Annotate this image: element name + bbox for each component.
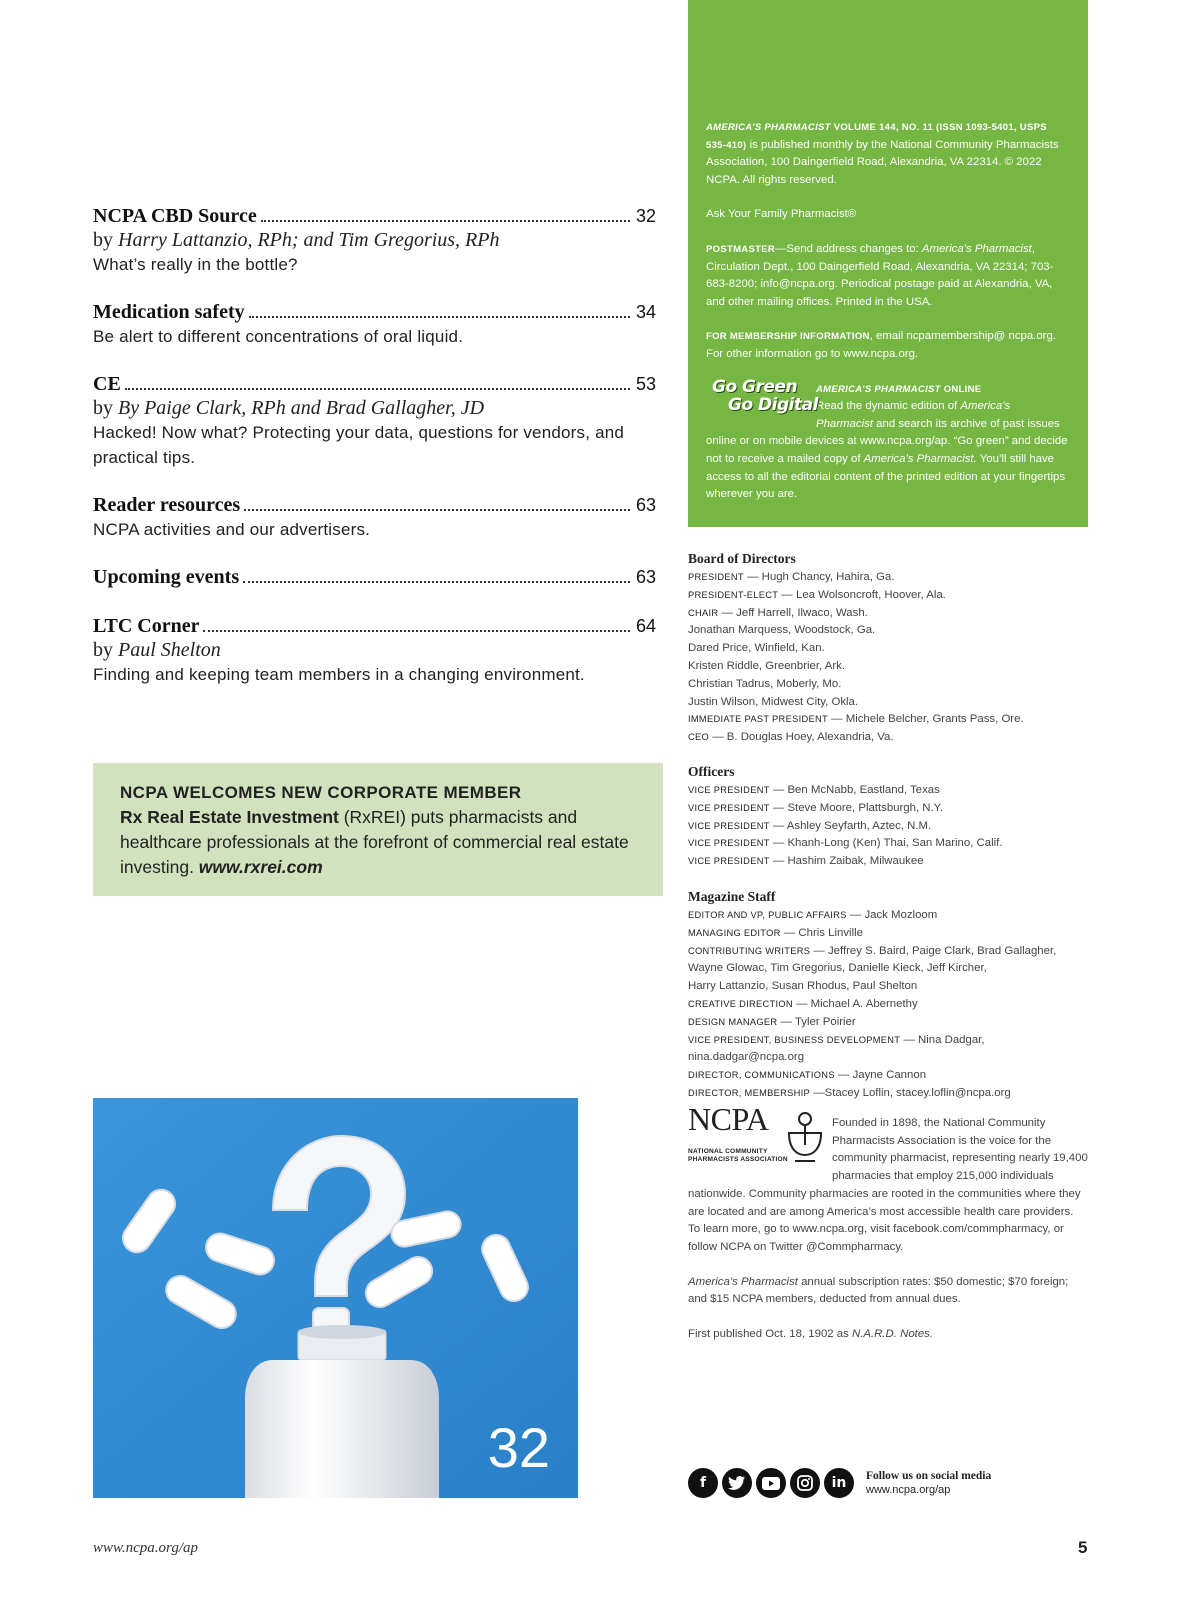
toc-author: Harry Lattanzio, RPh; and Tim Gregorius, RPh bbox=[118, 229, 500, 251]
member-name: Dared Price, Winfield, Kan. bbox=[688, 642, 825, 655]
first-published-pub: N.A.R.D. Notes. bbox=[852, 1328, 934, 1341]
facebook-icon[interactable]: f bbox=[688, 1468, 718, 1498]
staff-member bbox=[688, 907, 1098, 925]
online-title: AMERICA’S PHARMACIST bbox=[816, 383, 941, 395]
member-role: DIRECTOR, MEMBERSHIP bbox=[688, 1087, 811, 1098]
ncpa-logo-sub: PHARMACISTS ASSOCIATION bbox=[688, 1156, 788, 1163]
member-name: Jonathan Marquess, Woodstock, Ga. bbox=[688, 624, 876, 637]
section-heading: Officers bbox=[688, 764, 735, 779]
member-role: VICE PRESIDENT bbox=[688, 856, 770, 867]
member-name: Steve Moore, Plattsburgh, N.Y. bbox=[787, 801, 943, 814]
pub-text: is published monthly by the National Community Pharmacists Association, 100 Daingerfield Road, Alexandria, VA 22314. © 2022 NCPA. All rights reserved. bbox=[706, 138, 1059, 186]
member-name: Justin Wilson, Midwest City, Okla. bbox=[688, 695, 859, 708]
board-member bbox=[688, 587, 1098, 605]
member-role: VICE PRESIDENT bbox=[688, 838, 770, 849]
staff-member bbox=[688, 943, 1098, 961]
postmaster-text: , Circulation Dept., 100 Daingerfield Road, Alexandria, VA 22314; 703-683-8200; info@ncpa.org. Periodical postage paid at Alexandria, VA, and other mailing offices. Printed in the USA. bbox=[706, 242, 1054, 308]
member-role: VICE PRESIDENT bbox=[688, 785, 770, 795]
by-prefix: by bbox=[93, 229, 118, 251]
mortar-pestle-icon bbox=[783, 1111, 825, 1165]
member-name: Ashley Seyfarth, Aztec, N.M. bbox=[786, 819, 932, 832]
member-name: Nina Dadgar, bbox=[918, 1033, 985, 1046]
member-name: Jeff Harrell, Ilwaco, Wash. bbox=[736, 606, 868, 619]
page-number: 5 bbox=[1078, 1538, 1088, 1557]
youtube-icon[interactable] bbox=[756, 1468, 786, 1498]
cover-photo[interactable] bbox=[93, 1098, 578, 1498]
member-role: DESIGN MANAGER bbox=[688, 1016, 778, 1027]
separator: — bbox=[780, 926, 799, 939]
instagram-icon[interactable] bbox=[790, 1468, 820, 1498]
ncpa-about bbox=[688, 1101, 1088, 1361]
board-member bbox=[688, 676, 1098, 694]
toc-title[interactable]: LTC Corner bbox=[93, 615, 200, 637]
toc-page-number: 34 bbox=[635, 302, 656, 322]
online-pub: America’s Pharmacist bbox=[816, 400, 1011, 430]
ncpa-logo bbox=[688, 1101, 828, 1169]
ncpa-logo-subtitle bbox=[688, 1148, 788, 1164]
linkedin-icon[interactable]: in bbox=[824, 1468, 854, 1498]
member-name: Harry Lattanzio, Susan Rhodus, Paul Shelton bbox=[688, 980, 918, 993]
member-role: MANAGING EDITOR bbox=[688, 927, 781, 938]
separator: — bbox=[810, 1086, 825, 1099]
toc-page-number: 32 bbox=[635, 206, 656, 226]
section-heading: Magazine Staff bbox=[688, 889, 776, 904]
separator: — bbox=[769, 855, 788, 868]
section-heading: Board of Directors bbox=[688, 551, 796, 566]
toc-title[interactable]: Reader resources bbox=[93, 494, 241, 516]
by-prefix: by bbox=[93, 397, 118, 419]
online-text: Read the dynamic edition of bbox=[816, 400, 961, 413]
member-name: Hashim Zaibak, Milwaukee bbox=[787, 855, 924, 868]
member-name: Chris Linville bbox=[798, 926, 863, 939]
pub-volume: VOLUME 144, NO. 11 (ISSN 1093-5401, USPS 535-410) bbox=[706, 122, 1047, 151]
member-name: Kristen Riddle, Greenbrier, Ark. bbox=[688, 659, 846, 672]
membership-info bbox=[706, 328, 1070, 363]
member-role: VICE PRESIDENT bbox=[688, 820, 770, 831]
separator: — bbox=[769, 819, 787, 832]
separator: — bbox=[778, 588, 796, 601]
subscription-pub: America’s Pharmacist bbox=[688, 1275, 798, 1288]
board-of-directors bbox=[688, 549, 1098, 747]
postmaster-info bbox=[706, 241, 1070, 311]
board-member bbox=[688, 605, 1098, 623]
dot-leader bbox=[125, 388, 630, 390]
member-name: Rx Real Estate Investment bbox=[120, 807, 339, 827]
toc-entry[interactable] bbox=[93, 494, 656, 542]
subscription-text: annual subscription rates: $50 domestic; $70 foreign; and $15 NCPA members, deducted from annual dues. bbox=[688, 1275, 1069, 1306]
postmaster-lead: —Send address changes to: bbox=[774, 242, 922, 255]
member-name: Ben McNabb, Eastland, Texas bbox=[787, 784, 940, 796]
ncpa-about-text: Founded in 1898, the National Community Pharmacists Association is the voice for the community pharmacist, representing nearly 19,400 pharmacies that employ 215,000 individuals nationwide. Community pharmacies are rooted in the communities where they are located and are among America’s most accessible health care providers. To learn more, go to www.ncpa.org, visit facebook.com/commpharmacy, or follow NCPA on Twitter @Commpharmacy. bbox=[688, 1117, 1088, 1253]
postmaster-pub: America’s Pharmacist bbox=[921, 242, 1032, 255]
toc-byline bbox=[93, 396, 656, 420]
staff-member bbox=[688, 960, 1098, 978]
pub-title: AMERICA’S PHARMACIST bbox=[706, 122, 831, 133]
toc-author: Paul Shelton bbox=[118, 639, 221, 661]
toc-author: By Paige Clark, RPh and Brad Gallagher, JD bbox=[118, 397, 485, 419]
member-name: Hugh Chancy, Hahira, Ga. bbox=[761, 571, 895, 583]
membership-label: FOR MEMBERSHIP INFORMATION bbox=[706, 331, 870, 343]
board-member bbox=[688, 711, 1098, 729]
officer bbox=[688, 853, 1098, 871]
dot-leader bbox=[261, 220, 630, 222]
member-name: Khanh-Long (Ken) Thai, San Marino, Calif. bbox=[787, 837, 1003, 850]
member-name: Wayne Glowac, Tim Gregorius, Danielle Kieck, Jeff Kircher, bbox=[688, 962, 987, 975]
staff-member bbox=[688, 1067, 1098, 1085]
member-role: EDITOR AND VP, PUBLIC AFFAIRS bbox=[688, 910, 847, 920]
staff-member bbox=[688, 1032, 1098, 1050]
photo-page-number: 32 bbox=[487, 1416, 550, 1479]
first-published-text: First published Oct. 18, 1902 as bbox=[688, 1328, 852, 1341]
staff-member bbox=[688, 1014, 1098, 1032]
officer bbox=[688, 818, 1098, 836]
toc-byline bbox=[93, 638, 656, 662]
dot-leader bbox=[244, 509, 630, 511]
member-name: Michael A. Abernethy bbox=[810, 997, 918, 1010]
social-url[interactable]: www.ncpa.org/ap bbox=[866, 1484, 951, 1496]
separator: — bbox=[834, 1069, 853, 1082]
member-name: Lea Wolsoncroft, Hoover, Ala. bbox=[796, 588, 946, 601]
by-prefix: by bbox=[93, 639, 118, 661]
toc-description: Hacked! Now what? Protecting your data, questions for vendors, and practical tips. bbox=[93, 423, 625, 467]
toc-entry[interactable] bbox=[93, 615, 656, 687]
board-member bbox=[688, 569, 1098, 587]
separator: — bbox=[846, 909, 865, 921]
member-link[interactable]: www.rxrei.com bbox=[198, 857, 323, 877]
toc-entry[interactable] bbox=[93, 566, 656, 589]
staff-member bbox=[688, 1049, 1098, 1067]
member-name: Michele Belcher, Grants Pass, Ore. bbox=[845, 713, 1024, 726]
ncpa-logo-word: NCPA bbox=[688, 1101, 769, 1137]
member-name: Stacey Loflin, stacey.loflin@ncpa.org bbox=[824, 1086, 1011, 1099]
dot-leader bbox=[243, 581, 630, 583]
separator: — bbox=[777, 1015, 795, 1028]
toc-entry[interactable] bbox=[93, 373, 656, 470]
board-member bbox=[688, 622, 1098, 640]
separator: — bbox=[792, 997, 811, 1010]
member-role: PRESIDENT-ELECT bbox=[688, 589, 779, 600]
online-text: You’ll still have access to all the editorial content of the printed edition at your fingertips wherever you are. bbox=[706, 452, 1066, 501]
member-role: CREATIVE DIRECTION bbox=[688, 998, 793, 1009]
toc-description: NCPA activities and our advertisers. bbox=[93, 520, 371, 539]
toc-page-number: 64 bbox=[635, 616, 656, 636]
table-of-contents bbox=[93, 205, 656, 711]
member-name: Jayne Cannon bbox=[852, 1069, 927, 1082]
officer bbox=[688, 800, 1098, 818]
officers bbox=[688, 762, 1098, 871]
online-caps: ONLINE bbox=[940, 383, 982, 395]
member-name: Christian Tadrus, Moberly, Mo. bbox=[688, 677, 842, 690]
separator: — bbox=[810, 944, 828, 957]
toc-description: Be alert to different concentrations of oral liquid. bbox=[93, 327, 464, 346]
toc-page-number: 63 bbox=[635, 495, 656, 515]
social-label: Follow us on social media bbox=[866, 1470, 992, 1482]
footer-url[interactable]: www.ncpa.org/ap bbox=[93, 1540, 199, 1556]
ncpa-logo-sub: NATIONAL COMMUNITY bbox=[688, 1148, 768, 1155]
publication-info bbox=[706, 119, 1070, 189]
social-text bbox=[866, 1469, 991, 1497]
separator: — bbox=[827, 713, 846, 726]
corporate-member-box bbox=[93, 763, 663, 896]
separator: — bbox=[769, 801, 788, 814]
member-name: B. Douglas Hoey, Alexandria, Va. bbox=[726, 731, 894, 744]
member-role: IMMEDIATE PAST PRESIDENT bbox=[688, 714, 828, 725]
member-name: nina.dadgar@ncpa.org bbox=[688, 1051, 805, 1064]
board-member bbox=[688, 694, 1098, 712]
dot-leader bbox=[249, 316, 630, 318]
dot-leader bbox=[203, 630, 629, 632]
member-role: CONTRIBUTING WRITERS bbox=[688, 945, 811, 956]
member-role: CHAIR bbox=[688, 607, 719, 618]
toc-byline bbox=[93, 228, 656, 252]
go-green-logo bbox=[706, 376, 818, 419]
twitter-icon[interactable] bbox=[722, 1468, 752, 1498]
separator: — bbox=[709, 731, 727, 744]
postmaster-label: POSTMASTER bbox=[706, 243, 775, 255]
toc-page-number: 63 bbox=[635, 567, 656, 587]
member-name: Jeffrey S. Baird, Paige Clark, Brad Gallagher, bbox=[827, 944, 1057, 957]
go-digital-text: Go Digital bbox=[728, 394, 818, 415]
board-member bbox=[688, 729, 1098, 747]
online-info bbox=[706, 376, 1070, 504]
separator: — bbox=[718, 606, 737, 619]
member-role: VICE PRESIDENT, BUSINESS DEVELOPMENT bbox=[688, 1034, 901, 1045]
member-name: Jack Mozloom bbox=[864, 909, 938, 921]
staff-member bbox=[688, 978, 1098, 996]
membership-text: , email ncpamembership@ ncpa.org. For other information go to www.ncpa.org. bbox=[706, 330, 1056, 360]
magazine-staff bbox=[688, 887, 1098, 1103]
toc-description: Finding and keeping team members in a changing environment. bbox=[93, 665, 585, 684]
separator: — bbox=[769, 784, 788, 796]
ask-pharmacist: Ask Your Family Pharmacist® bbox=[706, 208, 857, 221]
toc-entry[interactable] bbox=[93, 205, 656, 277]
online-text: and search its archive of past issues online or on mobile devices at www.ncpa.org/ap. “Go green” and decide not to receive a mailed copy of bbox=[706, 417, 1068, 465]
board-member bbox=[688, 640, 1098, 658]
toc-title[interactable]: NCPA CBD Source bbox=[93, 205, 257, 227]
social-media-bar bbox=[688, 1468, 991, 1498]
member-heading: NCPA WELCOMES NEW CORPORATE MEMBER bbox=[120, 783, 522, 802]
masthead-box bbox=[688, 0, 1088, 527]
member-name: Tyler Poirier bbox=[794, 1015, 856, 1028]
officer bbox=[688, 782, 1098, 800]
separator: — bbox=[900, 1033, 919, 1046]
member-role: CEO bbox=[688, 732, 710, 743]
separator: — bbox=[743, 571, 762, 583]
member-text bbox=[120, 805, 637, 880]
member-role: DIRECTOR, COMMUNICATIONS bbox=[688, 1070, 835, 1081]
online-pub: America’s Pharmacist. bbox=[863, 452, 977, 465]
separator: — bbox=[769, 837, 788, 850]
toc-entry[interactable] bbox=[93, 301, 656, 349]
officer bbox=[688, 835, 1098, 853]
first-published bbox=[688, 1326, 1088, 1344]
go-green-text: Go Green bbox=[712, 376, 798, 397]
staff-member bbox=[688, 996, 1098, 1014]
member-description: (RxREI) puts pharmacists and healthcare professionals at the forefront of commercial real estate investing. bbox=[120, 807, 629, 877]
staff-member bbox=[688, 925, 1098, 943]
toc-page-number: 53 bbox=[635, 374, 656, 394]
toc-title[interactable]: Medication safety bbox=[93, 301, 245, 323]
toc-title[interactable]: Upcoming events bbox=[93, 566, 240, 588]
member-role: PRESIDENT bbox=[688, 572, 744, 582]
toc-description: What’s really in the bottle? bbox=[93, 255, 298, 274]
subscription-info bbox=[688, 1274, 1088, 1309]
board-member bbox=[688, 658, 1098, 676]
toc-title[interactable]: CE bbox=[93, 373, 121, 395]
member-role: VICE PRESIDENT bbox=[688, 802, 770, 813]
